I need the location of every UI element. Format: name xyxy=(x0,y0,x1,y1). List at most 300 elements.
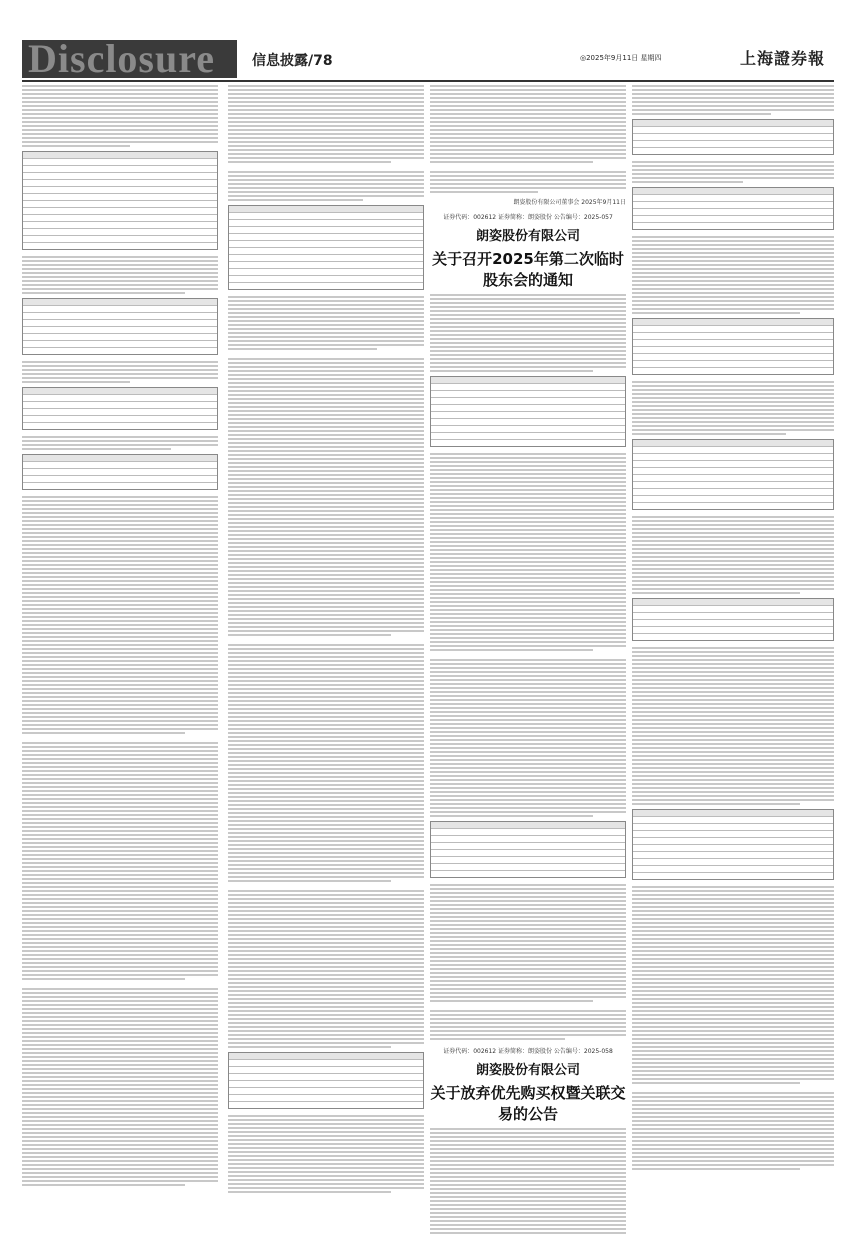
text-line xyxy=(228,574,424,576)
text-line xyxy=(632,902,834,904)
text-line xyxy=(228,946,424,948)
header-rule xyxy=(22,80,834,82)
table-row xyxy=(431,398,625,405)
text-line xyxy=(228,1002,424,1004)
text-line xyxy=(430,362,626,364)
text-line xyxy=(228,129,424,131)
text-line xyxy=(228,958,424,960)
text-line xyxy=(228,502,424,504)
text-line xyxy=(632,268,834,270)
text-line xyxy=(632,248,834,250)
text-line xyxy=(632,592,800,594)
text-line xyxy=(632,910,834,912)
text-line xyxy=(430,525,626,527)
text-line xyxy=(22,902,218,904)
text-line xyxy=(22,280,218,282)
text-line xyxy=(430,775,626,777)
text-line xyxy=(228,812,424,814)
text-line xyxy=(632,252,834,254)
table-row xyxy=(633,319,833,326)
text-line xyxy=(22,786,218,788)
text-line xyxy=(228,145,424,147)
text-line xyxy=(632,779,834,781)
text-line xyxy=(430,1212,626,1214)
table-row xyxy=(633,859,833,866)
text-line xyxy=(632,1042,834,1044)
table-row xyxy=(633,202,833,209)
table-row xyxy=(229,206,423,213)
text-line xyxy=(430,988,626,990)
text-line xyxy=(430,145,626,147)
table-row xyxy=(633,496,833,503)
text-line xyxy=(430,948,626,950)
text-line xyxy=(430,537,626,539)
text-line xyxy=(228,522,424,524)
text-line xyxy=(22,292,185,294)
text-line xyxy=(228,308,424,310)
text-line xyxy=(632,942,834,944)
text-line xyxy=(632,1070,834,1072)
text-line xyxy=(22,276,218,278)
table-row xyxy=(633,606,833,613)
text-line xyxy=(632,707,834,709)
text-line xyxy=(228,105,424,107)
text-line xyxy=(632,397,834,399)
text-line xyxy=(632,938,834,940)
text-line xyxy=(632,659,834,661)
text-line xyxy=(430,605,626,607)
text-line xyxy=(228,962,424,964)
data-table xyxy=(22,151,218,250)
text-line xyxy=(430,791,626,793)
text-line xyxy=(228,402,424,404)
text-line xyxy=(228,938,424,940)
text-line xyxy=(430,141,626,143)
text-line xyxy=(430,302,626,304)
text-line xyxy=(228,586,424,588)
text-line xyxy=(228,458,424,460)
text-line xyxy=(22,854,218,856)
text-line xyxy=(22,592,218,594)
text-line xyxy=(22,620,218,622)
text-line xyxy=(430,1196,626,1198)
text-line xyxy=(228,542,424,544)
text-line xyxy=(22,766,218,768)
text-line xyxy=(632,954,834,956)
text-line xyxy=(228,490,424,492)
text-line xyxy=(430,187,626,189)
text-line xyxy=(430,469,626,471)
text-line xyxy=(22,105,218,107)
text-line xyxy=(430,633,626,635)
text-line xyxy=(430,133,626,135)
table-row xyxy=(633,489,833,496)
notice-signature: 朗姿股份有限公司董事会 2025年9月11日 xyxy=(513,199,626,206)
table-row xyxy=(633,347,833,354)
text-line xyxy=(228,656,424,658)
text-line xyxy=(228,820,424,822)
text-line xyxy=(430,912,626,914)
text-line xyxy=(22,858,218,860)
text-line xyxy=(632,759,834,761)
text-line xyxy=(228,740,424,742)
text-line xyxy=(22,117,218,119)
text-line xyxy=(22,440,218,442)
text-line xyxy=(228,446,424,448)
text-line xyxy=(430,675,626,677)
text-line xyxy=(228,442,424,444)
text-line xyxy=(632,304,834,306)
text-line xyxy=(632,568,834,570)
text-line xyxy=(632,405,834,407)
text-line xyxy=(228,764,424,766)
table-row xyxy=(229,1081,423,1088)
table-row xyxy=(431,864,625,871)
text-line xyxy=(632,1018,834,1020)
text-line xyxy=(632,169,834,171)
text-line xyxy=(632,389,834,391)
text-line xyxy=(22,770,218,772)
text-line xyxy=(632,934,834,936)
text-line xyxy=(632,244,834,246)
text-line xyxy=(632,93,834,95)
text-line xyxy=(22,648,218,650)
text-line xyxy=(632,1058,834,1060)
text-line xyxy=(632,1096,834,1098)
text-line xyxy=(228,558,424,560)
text-line xyxy=(228,894,424,896)
text-line xyxy=(430,996,626,998)
text-line xyxy=(22,878,218,880)
text-line xyxy=(22,918,218,920)
table-row xyxy=(229,1053,423,1060)
text-line xyxy=(228,494,424,496)
text-line xyxy=(228,880,391,882)
text-line xyxy=(430,1224,626,1226)
text-line xyxy=(430,747,626,749)
text-line xyxy=(22,822,218,824)
text-line xyxy=(228,358,424,360)
text-line xyxy=(632,767,834,769)
text-line xyxy=(632,783,834,785)
text-line xyxy=(228,316,424,318)
text-line xyxy=(22,850,218,852)
text-line xyxy=(22,794,218,796)
text-line xyxy=(22,1100,218,1102)
text-line xyxy=(228,582,424,584)
table-row xyxy=(23,194,217,201)
text-line xyxy=(430,1216,626,1218)
notice-title: 关于放弃优先购买权暨关联交易的公告 xyxy=(430,1084,626,1123)
text-line xyxy=(430,346,626,348)
text-line xyxy=(22,1032,218,1034)
text-line xyxy=(22,436,218,438)
text-line xyxy=(228,648,424,650)
text-line xyxy=(228,113,424,115)
text-line xyxy=(228,942,424,944)
text-line xyxy=(228,594,424,596)
text-line xyxy=(22,882,218,884)
text-line xyxy=(430,645,626,647)
text-line xyxy=(632,312,800,314)
table-row xyxy=(229,241,423,248)
table-row xyxy=(229,255,423,262)
text-line xyxy=(430,1018,626,1020)
text-line xyxy=(228,195,424,197)
text-line xyxy=(632,727,834,729)
text-line xyxy=(430,783,626,785)
text-line xyxy=(430,171,626,173)
text-line xyxy=(228,434,424,436)
text-line xyxy=(228,732,424,734)
text-line xyxy=(430,1200,626,1202)
text-line xyxy=(228,918,424,920)
text-line xyxy=(430,581,626,583)
table-row xyxy=(23,320,217,327)
text-line xyxy=(430,1228,626,1230)
text-line xyxy=(430,679,626,681)
notice-code: 证券代码：002612 证券简称：朗姿股份 公告编号：2025-058 xyxy=(443,1048,613,1055)
text-line xyxy=(22,708,218,710)
text-line xyxy=(430,625,626,627)
text-line xyxy=(228,526,424,528)
text-line xyxy=(632,1100,834,1102)
text-line xyxy=(228,622,424,624)
text-line xyxy=(430,505,626,507)
text-line xyxy=(22,652,218,654)
text-line xyxy=(632,264,834,266)
text-line xyxy=(632,1136,834,1138)
text-line xyxy=(228,1135,424,1137)
text-line xyxy=(632,1002,834,1004)
text-line xyxy=(632,699,834,701)
text-line xyxy=(228,634,391,636)
text-line xyxy=(632,540,834,542)
table-row xyxy=(633,209,833,216)
text-line xyxy=(430,952,626,954)
text-line xyxy=(632,296,834,298)
text-line xyxy=(430,509,626,511)
text-line xyxy=(228,430,424,432)
text-line xyxy=(430,545,626,547)
text-line xyxy=(430,1026,626,1028)
text-line xyxy=(430,609,626,611)
text-line xyxy=(228,179,424,181)
text-line xyxy=(430,529,626,531)
text-line xyxy=(430,541,626,543)
text-line xyxy=(430,992,626,994)
text-line xyxy=(632,994,834,996)
text-line xyxy=(632,85,834,87)
table-row xyxy=(633,188,833,195)
table-row xyxy=(633,333,833,340)
text-line xyxy=(22,660,218,662)
text-line xyxy=(430,477,626,479)
text-line xyxy=(228,518,424,520)
text-line xyxy=(22,996,218,998)
text-line xyxy=(430,137,626,139)
text-line xyxy=(632,1124,834,1126)
text-line xyxy=(632,548,834,550)
text-line xyxy=(228,676,424,678)
text-line xyxy=(632,580,834,582)
text-line xyxy=(430,497,626,499)
table-row xyxy=(23,395,217,402)
text-line xyxy=(430,191,538,193)
text-line xyxy=(228,1191,391,1193)
text-line xyxy=(228,704,424,706)
text-line xyxy=(430,1192,626,1194)
text-line xyxy=(22,834,218,836)
text-line xyxy=(22,1000,218,1002)
text-line xyxy=(22,890,218,892)
text-line xyxy=(22,644,218,646)
text-line xyxy=(22,758,218,760)
text-line xyxy=(22,958,218,960)
table-row xyxy=(229,1095,423,1102)
text-line xyxy=(228,660,424,662)
body-text-block xyxy=(430,85,626,193)
text-line xyxy=(228,844,424,846)
table-row xyxy=(23,455,217,462)
text-line xyxy=(632,663,834,665)
table-row xyxy=(633,838,833,845)
text-line xyxy=(228,736,424,738)
text-line xyxy=(228,550,424,552)
text-line xyxy=(22,962,218,964)
text-line xyxy=(430,517,626,519)
text-line xyxy=(22,548,218,550)
text-line xyxy=(430,1148,626,1150)
table-row xyxy=(633,216,833,223)
text-line xyxy=(228,590,424,592)
text-line xyxy=(430,924,626,926)
text-line xyxy=(228,466,424,468)
text-line xyxy=(228,510,424,512)
text-line xyxy=(430,767,626,769)
text-line xyxy=(22,930,218,932)
text-line xyxy=(430,153,626,155)
text-line xyxy=(22,536,218,538)
text-line xyxy=(430,968,626,970)
table-row xyxy=(23,229,217,236)
text-line xyxy=(430,707,626,709)
table-row xyxy=(633,873,833,879)
text-line xyxy=(632,413,834,415)
text-line xyxy=(22,798,218,800)
text-line xyxy=(228,386,424,388)
text-line xyxy=(228,312,424,314)
text-line xyxy=(22,125,218,127)
text-line xyxy=(22,742,218,744)
text-line xyxy=(632,930,834,932)
text-line xyxy=(228,1042,424,1044)
text-line xyxy=(22,942,218,944)
table-row xyxy=(431,405,625,412)
text-line xyxy=(430,93,626,95)
text-line xyxy=(228,748,424,750)
text-line xyxy=(430,485,626,487)
text-line xyxy=(632,101,834,103)
text-line xyxy=(228,800,424,802)
text-line xyxy=(430,101,626,103)
text-line xyxy=(228,1143,424,1145)
text-line xyxy=(632,1050,834,1052)
text-line xyxy=(228,856,424,858)
text-line xyxy=(228,890,424,892)
text-line xyxy=(632,1062,834,1064)
body-text-block xyxy=(430,1128,626,1235)
table-row xyxy=(633,627,833,634)
text-line xyxy=(430,629,626,631)
text-line xyxy=(632,1164,834,1166)
data-table xyxy=(632,598,834,641)
table-row xyxy=(431,426,625,433)
text-line xyxy=(430,561,626,563)
text-line xyxy=(22,1020,218,1022)
table-row xyxy=(23,208,217,215)
table-row xyxy=(23,180,217,187)
text-line xyxy=(430,779,626,781)
text-line xyxy=(430,1160,626,1162)
text-line xyxy=(632,1038,834,1040)
text-line xyxy=(632,1148,834,1150)
text-line xyxy=(430,149,626,151)
table-row xyxy=(23,236,217,243)
text-line xyxy=(430,1164,626,1166)
text-line xyxy=(430,354,626,356)
text-line xyxy=(22,381,130,383)
text-line xyxy=(632,1128,834,1130)
text-line xyxy=(228,688,424,690)
text-line xyxy=(632,695,834,697)
text-line xyxy=(430,936,626,938)
text-line xyxy=(430,330,626,332)
text-line xyxy=(228,986,424,988)
text-line xyxy=(632,433,786,435)
text-line xyxy=(430,370,593,372)
text-line xyxy=(632,516,834,518)
text-line xyxy=(22,954,218,956)
text-line xyxy=(228,1127,424,1129)
text-line xyxy=(632,552,834,554)
text-line xyxy=(632,962,834,964)
text-line xyxy=(430,699,626,701)
table-row xyxy=(23,299,217,306)
text-line xyxy=(430,557,626,559)
text-line xyxy=(632,564,834,566)
text-line xyxy=(430,573,626,575)
text-line xyxy=(22,906,218,908)
table-row xyxy=(633,634,833,640)
text-line xyxy=(430,659,626,661)
text-line xyxy=(228,1010,424,1012)
text-line xyxy=(632,1014,834,1016)
text-line xyxy=(22,732,185,734)
text-line xyxy=(430,617,626,619)
text-line xyxy=(632,256,834,258)
table-row xyxy=(23,313,217,320)
text-line xyxy=(22,524,218,526)
text-line xyxy=(430,1220,626,1222)
text-line xyxy=(22,1116,218,1118)
table-row xyxy=(229,276,423,283)
text-line xyxy=(430,129,626,131)
text-line xyxy=(430,956,626,958)
text-line xyxy=(632,421,834,423)
text-line xyxy=(632,1034,834,1036)
text-line xyxy=(632,165,834,167)
